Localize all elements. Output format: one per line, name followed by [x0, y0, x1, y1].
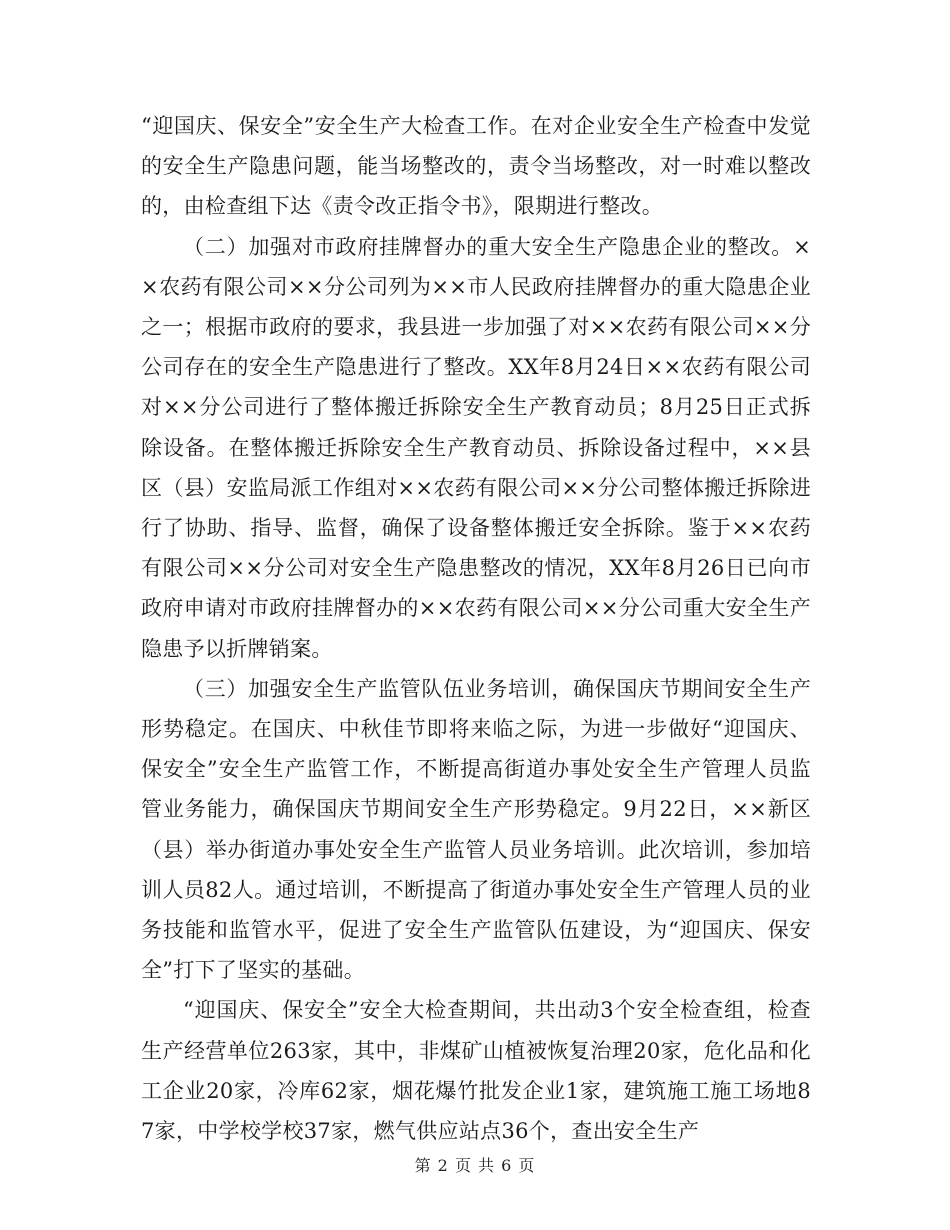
- paragraph-2: （二）加强对市政府挂牌督办的重大安全生产隐患企业的整改。××农药有限公司××分公司列为××市人民政府挂牌督办的重大隐患企业之一；根据市政府的要求，我县进一步加强了对××农药有限公司××分公司存在的安全生产隐患进行了整改。XX年8月24日××农药有限公司对××分公司进行了整体搬迁拆除安全生产教育动员；8月25日正式拆除设备。在整体搬迁拆除安全生产教育动员、拆除设备过程中，××县区（县）安监局派工作组对××农药有限公司××分公司整体搬迁拆除进行了协助、指导、监督，确保了设备整体搬迁安全拆除。鉴于××农药有限公司××分公司对安全生产隐患整改的情况，XX年8月26日已向市政府申请对市政府挂牌督办的××农药有限公司××分公司重大安全生产隐患予以折牌销案。: [141, 234, 811, 661]
- page-footer: 第 2 页 共 6 页: [414, 1156, 536, 1175]
- paragraph-3: （三）加强安全生产监管队伍业务培训，确保国庆节期间安全生产形势稳定。在国庆、中秋佳节即将来临之际，为进一步做好“迎国庆、保安全”安全生产监管工作，不断提高街道办事处安全生产管理人员监管业务能力，确保国庆节期间安全生产形势稳定。9月22日，××新区（县）举办街道办事处安全生产监管人员业务培训。此次培训，参加培训人员82人。通过培训，不断提高了街道办事处安全生产管理人员的业务技能和监管水平，促进了安全生产监管队伍建设，为“迎国庆、保安全”打下了坚实的基础。: [141, 676, 811, 983]
- paragraph-4: “迎国庆、保安全”安全大检查期间，共出动3个安全检查组，检查生产经营单位263家，其中，非煤矿山植被恢复治理20家，危化品和化工企业20家，冷库62家，烟花爆竹批发企业1家，建筑施工施工场地87家，中学校学校37家，燃气供应站点36个，查出安全生产: [141, 998, 811, 1144]
- document-body: [141, 106, 811, 1151]
- paragraph-1: “迎国庆、保安全”安全生产大检查工作。在对企业安全生产检查中发觉的安全生产隐患问题，能当场整改的，责令当场整改，对一时难以整改的，由检查组下达《责令改正指令书》，限期进行整改。: [141, 114, 811, 219]
